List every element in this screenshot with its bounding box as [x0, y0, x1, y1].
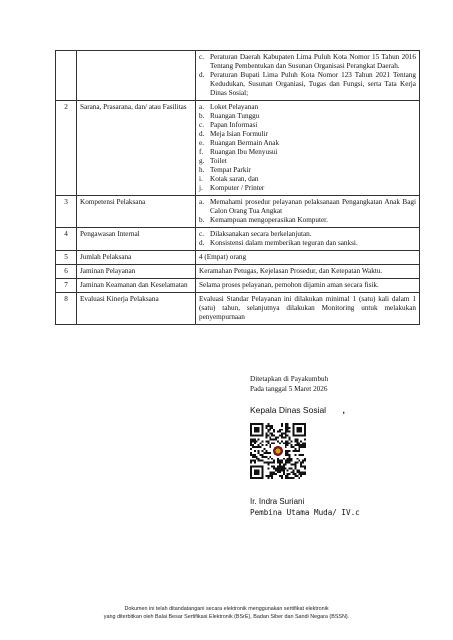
list-item-letter: c.	[199, 53, 204, 61]
row-number: 8	[56, 293, 77, 325]
table-row	[56, 51, 420, 101]
row-description: Keramahan Petugas, Kejelasan Prosedur, dan Ketepatan Waktu.	[196, 265, 420, 279]
item-list	[199, 103, 416, 193]
list-item-text: Memahami prosedur pelayanan pelaksanaan Pengangkatan Anak Bagi Calon Orang Tua Angkat	[210, 198, 416, 215]
list-item-letter: e.	[199, 139, 204, 147]
list-item-letter: j.	[199, 184, 203, 192]
list-item	[199, 230, 416, 239]
list-item	[199, 121, 416, 130]
list-item-text: Peraturan Bupati Lima Puluh Kota Nomor 123 Tahun 2021 Tentang Kedudukan, Susunan Organiasi, Tugas dan Fungsi, serta Tata Kerja Dinas Sosial;	[210, 71, 416, 97]
signature-date: Pada tanggal 5 Maret 2026	[250, 384, 328, 393]
e-signature-footer	[0, 605, 453, 621]
list-item-letter: h.	[199, 166, 205, 174]
list-item	[199, 166, 416, 175]
row-number: 4	[56, 228, 77, 251]
row-component: Jaminan Keamanan dan Keselamatan	[77, 279, 196, 293]
row-description	[196, 51, 420, 101]
list-item-letter: d.	[199, 130, 205, 138]
row-description	[196, 101, 420, 196]
list-item-letter: b.	[199, 216, 205, 224]
list-item-letter: c.	[199, 121, 204, 129]
list-item-text: Tempat Parkir	[210, 166, 251, 174]
list-item-text: Peraturan Daerah Kabupaten Lima Puluh Kota Nomor 15 Tahun 2016 Tentang Pembentukan dan Susunan Organisasi Perangkat Daerah.	[210, 53, 416, 70]
row-component: Kompetensi Pelaksana	[77, 196, 196, 228]
list-item-letter: i.	[199, 175, 203, 183]
list-item	[199, 216, 416, 225]
list-item	[199, 139, 416, 148]
footer-line-1: Dokumen ini telah ditandatangani secara elektronik menggunakan sertifikat elektronik	[124, 606, 329, 612]
list-item	[199, 130, 416, 139]
service-standard-table	[55, 50, 420, 325]
row-description: Evaluasi Standar Pelayanan ini dilakukan minimal 1 (satu) kali dalam 1 (satu) tahun, selanjutnya dilakukan Monitoring untuk melakukan penyempurnaan	[196, 293, 420, 325]
list-item	[199, 157, 416, 166]
row-number: 6	[56, 265, 77, 279]
table-row	[56, 293, 420, 325]
list-item	[199, 184, 416, 193]
row-component: Evaluasi Kinerja Pelaksana	[77, 293, 196, 325]
item-list	[199, 230, 416, 248]
signature-title-comma: ,	[342, 405, 345, 415]
list-item-letter: g.	[199, 157, 205, 165]
table-row	[56, 228, 420, 251]
row-number: 5	[56, 251, 77, 265]
service-standard-table-body	[56, 51, 420, 325]
row-description: Selama proses pelayanan, pemohon dijamin aman secara fisik.	[196, 279, 420, 293]
list-item	[199, 53, 416, 71]
list-item-text: Ruangan Tunggu	[210, 112, 260, 120]
row-component: Sarana, Prasarana, dan/ atau Fasilitas	[77, 101, 196, 196]
signature-place: Ditetapkan di Payakumbuh	[250, 375, 329, 383]
list-item-letter: f.	[199, 148, 204, 156]
list-item-letter: d.	[199, 239, 205, 247]
row-description	[196, 228, 420, 251]
list-item-letter: c.	[199, 230, 204, 238]
list-item	[199, 239, 416, 248]
list-item-text: Loket Pelayanan	[210, 103, 259, 111]
row-number: 2	[56, 101, 77, 196]
signature-title-text: Kepala Dinas Sosial	[250, 405, 327, 415]
list-item	[199, 198, 416, 216]
list-item-text: Komputer / Printer	[210, 184, 265, 192]
list-item-text: Papan Informasi	[210, 121, 258, 129]
list-item-text: Toilet	[210, 157, 227, 165]
row-component: Pengawasan Internal	[77, 228, 196, 251]
item-list	[199, 198, 416, 225]
list-item-text: Ruangan Bermain Anak	[210, 139, 280, 147]
signatory-rank: Pembina Utama Muda/ IV.c	[250, 508, 360, 517]
list-item-text: Konsistensi dalam memberikan teguran dan sanksi.	[210, 239, 358, 247]
table-row	[56, 279, 420, 293]
list-item-text: Dilaksanakan secara berkelanjutan.	[210, 230, 312, 238]
item-list	[199, 53, 416, 98]
list-item-text: Meja Isian Formulir	[210, 130, 268, 138]
row-description	[196, 196, 420, 228]
list-item-letter: a.	[199, 103, 204, 111]
signature-place-date	[250, 375, 328, 394]
signatory-name: Ir. Indra Suriani	[250, 497, 305, 506]
row-component: Jumlah Pelaksana	[77, 251, 196, 265]
footer-line-2: yang diterbitkan oleh Balai Besar Sertifikasi Elektronik (BSrE), Badan Siber dan Sandi Negara (BSSN).	[103, 614, 350, 620]
list-item	[199, 71, 416, 98]
list-item-text: Kotak saran, dan	[210, 175, 259, 183]
table-row	[56, 265, 420, 279]
table-row	[56, 251, 420, 265]
list-item	[199, 112, 416, 121]
row-component	[77, 51, 196, 101]
list-item-letter: a.	[199, 198, 204, 206]
row-number: 7	[56, 279, 77, 293]
row-number	[56, 51, 77, 101]
list-item-text: Kemampuan mengoperasikan Komputer.	[210, 216, 328, 224]
list-item	[199, 103, 416, 112]
qr-code-icon	[250, 423, 306, 479]
list-item-text: Ruangan Ibu Menyusui	[210, 148, 278, 156]
table-row	[56, 101, 420, 196]
row-number: 3	[56, 196, 77, 228]
row-description: 4 (Empat) orang	[196, 251, 420, 265]
signature-title	[250, 405, 345, 415]
table-row	[56, 196, 420, 228]
list-item	[199, 175, 416, 184]
list-item-letter: b.	[199, 112, 205, 120]
row-component: Jaminan Pelayanan	[77, 265, 196, 279]
list-item-letter: d.	[199, 71, 205, 79]
list-item	[199, 148, 416, 157]
